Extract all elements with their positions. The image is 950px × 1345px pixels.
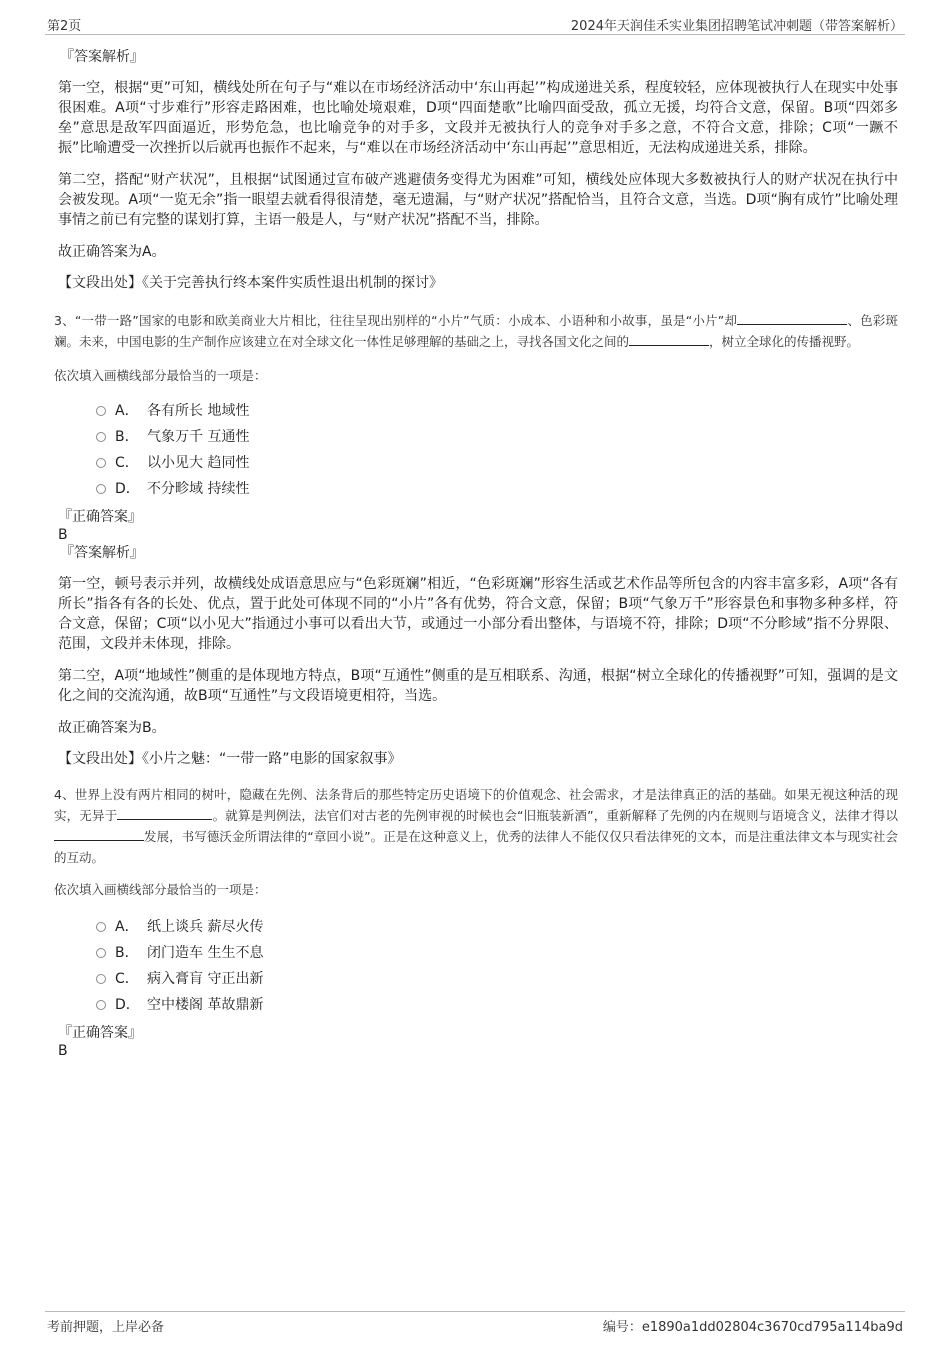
footer-slogan: 考前押题，上岸必备: [47, 1320, 165, 1335]
option-a[interactable]: A． 纸上谈兵 薪尽火传: [58, 914, 898, 940]
option-list: [58, 914, 898, 1018]
option-b[interactable]: B． 闭门造车 生生不息: [58, 940, 898, 966]
document-id: 编号：e1890a1dd02804c3670cd795a114ba9d: [602, 1320, 903, 1335]
radio-icon[interactable]: [96, 432, 106, 442]
source-citation: 【文段出处】《小片之魅：“一带一路”电影的国家叙事》: [58, 751, 402, 767]
page-number: 第2页: [47, 19, 82, 34]
conclusion-text: 故正确答案为B。: [58, 720, 166, 736]
analysis-paragraph: 第一空，顿号表示并列，故横线处成语意思应与“色彩斑斓”相近，“色彩斑斓”形容生活或艺术作品等所包含的内容丰富多彩，A项“各有所长”指各有各的长处、优点，置于此处可体现不同的“小片”各有优势，符合文意，保留；B项“气象万千”形容景色和事物多种多样，符合文意，保留；C项“以小见大”指通过小事可以看出大节，或通过一小部分看出整体，与语境不符，排除；D项“不分畛域”指不分界限、范围，文段并未体现，排除。: [58, 576, 898, 652]
q2-analysis-block: [58, 46, 898, 294]
option-b[interactable]: B． 气象万千 互通性: [58, 424, 898, 450]
option-list: [58, 398, 898, 502]
option-d[interactable]: D． 空中楼阁 革故鼎新: [58, 992, 898, 1018]
option-a[interactable]: A． 各有所长 地域性: [58, 398, 898, 424]
answer-label: 『正确答案』: [58, 1025, 142, 1041]
page-content: [54, 46, 898, 1060]
fill-blank: [629, 333, 709, 346]
fill-blank: [737, 312, 847, 325]
source-citation: 【文段出处】《关于完善执行终本案件实质性退出机制的探讨》: [58, 275, 443, 291]
analysis-paragraph: 第一空，根据“更”可知，横线处所在句子与“难以在市场经济活动中‘东山再起’”构成递进关系，程度较轻，应体现被执行人在现实中处事很困难。A项“寸步难行”形容走路困难，也比喻处境艰难，D项“四面楚歌”比喻四面受敌，孤立无援，均符合文意，保留。B项“四郊多垒”意思是敌军四面逼近，形势危急，也比喻竞争的对手多，文段并无被执行人的竞争对手多之意，不符合文意，排除；C项“一蹶不振”比喻遭受一次挫折以后就再也振作不起来，与“难以在市场经济活动中‘东山再起’”意思相近，无法构成递进关系，排除。: [58, 80, 898, 156]
fill-blank: [117, 807, 212, 820]
page-header: [45, 12, 905, 35]
fill-blank: [54, 828, 144, 841]
radio-icon[interactable]: [96, 974, 106, 984]
radio-icon[interactable]: [96, 1000, 106, 1010]
question-stem: 4、世界上没有两片相同的树叶，隐藏在先例、法条背后的那些特定历史语境下的价值观念、社会需求，才是法律真正的活的基础。如果无视这种活的现实，无异于 。就算是判例法，法官们对古老的先例审视的时候也会“旧瓶装新酒”，重新解释了先例的内在规则与语境含义，法律才得以发展，书写德沃金所谓法律的“章回小说”。正是在这种意义上，优秀的法律人不能仅仅只看法律死的文本，而是注重法律文本与现实社会的互动。: [54, 787, 898, 865]
question-prompt: 依次填入画横线部分最恰当的一项是：: [54, 368, 267, 383]
conclusion-text: 故正确答案为A。: [58, 244, 166, 260]
question-prompt: 依次填入画横线部分最恰当的一项是：: [54, 882, 267, 897]
radio-icon[interactable]: [96, 406, 106, 416]
document-title: 2024年天润佳禾实业集团招聘笔试冲刺题（带答案解析）: [570, 19, 903, 34]
option-d[interactable]: D． 不分畛域 持续性: [58, 476, 898, 502]
analysis-paragraph: 第二空，A项“地域性”侧重的是体现地方特点，B项“互通性”侧重的是互相联系、沟通，根据“树立全球化的传播视野”可知，强调的是文化之间的交流沟通，故B项“互通性”与文段语境更相符，当选。: [58, 668, 898, 704]
question-3: [54, 310, 898, 770]
radio-icon[interactable]: [96, 948, 106, 958]
answer-value: B: [58, 527, 68, 543]
question-4: [54, 784, 898, 1060]
page-footer: [45, 1311, 905, 1336]
question-stem: 3、“一带一路”国家的电影和欧美商业大片相比，往往呈现出别样的“小片”气质：小成本、小语种和小故事，虽是“小片”却 、色彩斑斓。未来，中国电影的生产制作应该建立在对全球文化一体性足够理解的基础之上，寻找各国文化之间的 ，树立全球化的传播视野。: [54, 313, 898, 349]
option-c[interactable]: C． 病入膏肓 守正出新: [58, 966, 898, 992]
option-c[interactable]: C． 以小见大 趋同性: [58, 450, 898, 476]
analysis-paragraph: 第二空，搭配“财产状况”，且根据“试图通过宣布破产逃避债务变得尤为困难”可知，横线处应体现大多数被执行人的财产状况在执行中会被发现。A项“一览无余”指一眼望去就看得很清楚，毫无遗漏，与“财产状况”搭配恰当，且符合文意，当选。D项“胸有成竹”比喻处理事情之前已有完整的谋划打算，主语一般是人，与“财产状况”搭配不当，排除。: [58, 172, 898, 228]
answer-label: 『正确答案』: [58, 509, 142, 525]
analysis-label: 『答案解析』: [60, 49, 144, 65]
radio-icon[interactable]: [96, 484, 106, 494]
radio-icon[interactable]: [96, 922, 106, 932]
radio-icon[interactable]: [96, 458, 106, 468]
answer-value: B: [58, 1043, 68, 1059]
analysis-label: 『答案解析』: [60, 545, 144, 561]
